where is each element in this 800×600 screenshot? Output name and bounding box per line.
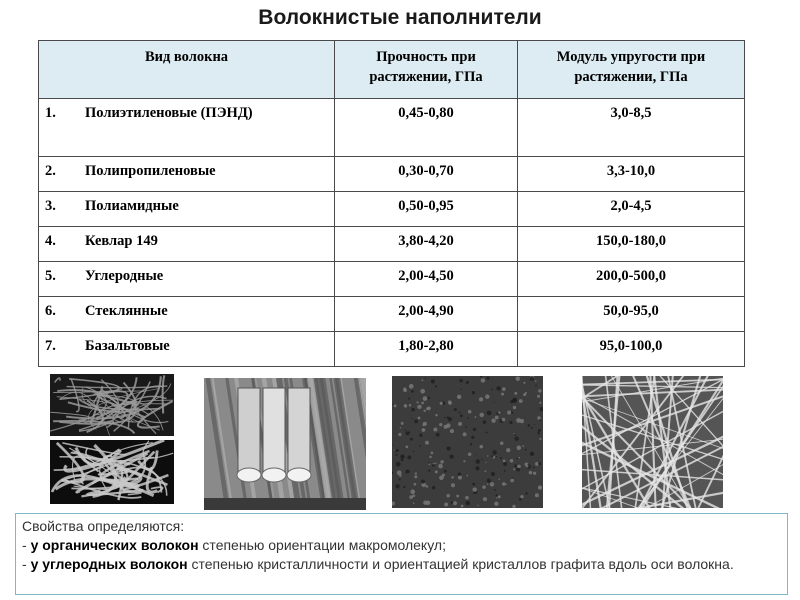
table-header-row xyxy=(39,41,745,99)
modulus-cell: 3,0-8,5 xyxy=(518,99,745,157)
fiber-name-cell xyxy=(39,157,335,192)
page-title: Волокнистые наполнители xyxy=(258,6,542,29)
note-carbon-text: степенью кристалличности и ориентацией кристаллов графита вдоль оси волокна. xyxy=(187,556,734,572)
header-fiber-type: Вид волокна xyxy=(39,41,335,99)
table-row xyxy=(39,192,745,227)
fiber-name-cell xyxy=(39,227,335,262)
note-line-organic xyxy=(22,536,781,555)
table-row xyxy=(39,297,745,332)
fiber-name-cell xyxy=(39,192,335,227)
nonwoven-texture xyxy=(392,376,543,508)
fiber-name-cell xyxy=(39,262,335,297)
strength-cell: 1,80-2,80 xyxy=(335,332,518,367)
fiber-micrograph-top xyxy=(50,374,174,436)
row-number: 7. xyxy=(45,338,56,354)
fiber-micrograph-bottom xyxy=(50,440,174,504)
dash: - xyxy=(22,556,27,572)
modulus-cell: 200,0-500,0 xyxy=(518,262,745,297)
properties-note xyxy=(15,513,788,595)
table-row xyxy=(39,332,745,367)
row-number: 2. xyxy=(45,163,56,179)
row-number: 4. xyxy=(45,233,56,249)
note-organic-text: степенью ориентации макромолекул; xyxy=(198,537,446,553)
fiber-name: Базальтовые xyxy=(85,338,170,354)
row-number: 1. xyxy=(45,105,56,121)
modulus-cell: 95,0-100,0 xyxy=(518,332,745,367)
note-intro: Свойства определяются: xyxy=(22,518,185,534)
fiber-name-cell xyxy=(39,297,335,332)
strength-cell: 0,30-0,70 xyxy=(335,157,518,192)
fiber-name: Углеродные xyxy=(85,268,164,284)
fiber-name: Стеклянные xyxy=(85,303,168,319)
row-number: 5. xyxy=(45,268,56,284)
fiber-name: Полиамидные xyxy=(85,198,179,214)
table-row xyxy=(39,99,745,157)
fiber-name-cell xyxy=(39,332,335,367)
row-number: 6. xyxy=(45,303,56,319)
header-strength: Прочность при растяжении, ГПа xyxy=(335,41,518,99)
table-row xyxy=(39,157,745,192)
strength-cell: 0,45-0,80 xyxy=(335,99,518,157)
modulus-cell: 150,0-180,0 xyxy=(518,227,745,262)
sem-fiber-bundle xyxy=(204,378,366,510)
strength-cell: 3,80-4,20 xyxy=(335,227,518,262)
fiber-name-cell xyxy=(39,99,335,157)
dash: - xyxy=(22,537,27,553)
table-row xyxy=(39,262,745,297)
note-organic-bold: у органических волокон xyxy=(30,537,199,553)
modulus-cell: 2,0-4,5 xyxy=(518,192,745,227)
note-line-carbon xyxy=(22,555,781,574)
fiber-name: Полипропиленовые xyxy=(85,163,216,179)
fiber-name: Кевлар 149 xyxy=(85,233,158,249)
strength-cell: 0,50-0,95 xyxy=(335,192,518,227)
strength-cell: 2,00-4,50 xyxy=(335,262,518,297)
header-modulus: Модуль упругости при растяжении, ГПа xyxy=(518,41,745,99)
fiber-network xyxy=(582,376,723,508)
modulus-cell: 3,3-10,0 xyxy=(518,157,745,192)
modulus-cell: 50,0-95,0 xyxy=(518,297,745,332)
fiber-name: Полиэтиленовые (ПЭНД) xyxy=(85,105,253,121)
row-number: 3. xyxy=(45,198,56,214)
strength-cell: 2,00-4,90 xyxy=(335,297,518,332)
note-carbon-bold: у углеродных волокон xyxy=(30,556,188,572)
table-row xyxy=(39,227,745,262)
fiber-properties-table xyxy=(38,40,745,367)
